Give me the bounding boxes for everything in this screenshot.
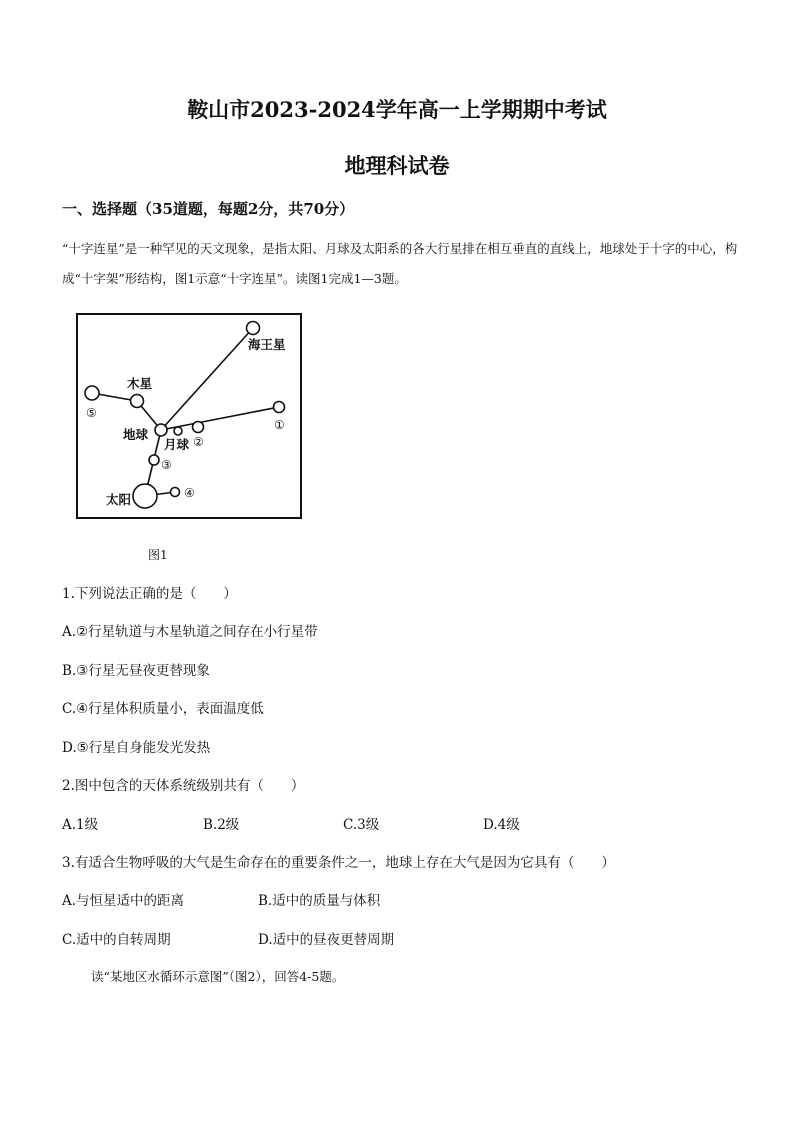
label-jupiter: 木星: [127, 376, 153, 391]
jupiter-circle: [131, 395, 144, 408]
exam-title: 鞍山市2023-2024学年高一上学期期中考试: [187, 97, 607, 122]
question-3-stem: 3.有适合生物呼吸的大气是生命存在的重要条件之一，地球上存在大气是因为它具有（ ）: [62, 855, 615, 871]
planet-1-circle: [274, 402, 285, 413]
label-earth: 地球: [123, 427, 149, 442]
question-1-option-a: A.②行星轨道与木星轨道之间存在小行星带: [62, 624, 318, 640]
question-1-stem: 1.下列说法正确的是（ ）: [62, 586, 237, 602]
question-3-option-b: B.适中的质量与体积: [258, 893, 381, 909]
question-1-option-c: C.④行星体积质量小，表面温度低: [62, 701, 264, 717]
question-2-option-d: D.4级: [483, 817, 520, 833]
intro-paragraph-2: 读“某地区水循环示意图”（图2），回答4-5题。: [91, 969, 345, 984]
intro-paragraph: “十字连星”是一种罕见的天文现象，是指太阳、月球及太阳系的各大行星排在相互垂直的直线上，地球处于十字的中心，构成“十字架”形结构，图1示意“十字连星”。读图1完成1—3题。: [62, 241, 738, 286]
moon-circle: [174, 427, 182, 435]
question-3-option-a: A.与恒星适中的距离: [62, 893, 185, 909]
label-sun: 太阳: [106, 492, 132, 507]
label-neptune: 海王星: [248, 337, 286, 352]
label-4: ④: [184, 486, 195, 500]
label-moon: 月球: [164, 437, 190, 452]
planet-2-circle: [193, 422, 204, 433]
planet-5-circle: [85, 386, 99, 400]
earth-circle: [155, 424, 167, 436]
question-2-option-c: C.3级: [343, 817, 380, 833]
label-3: ③: [161, 458, 172, 472]
figure-caption: 图1: [148, 548, 168, 562]
label-2: ②: [193, 435, 204, 449]
question-3-option-d: D.适中的昼夜更替周期: [258, 932, 395, 948]
label-5: ⑤: [86, 406, 97, 420]
question-1-option-b: B.③行星无昼夜更替现象: [62, 663, 210, 679]
figure-1-diagram: [76, 313, 302, 519]
label-1: ①: [274, 418, 285, 432]
question-2-option-b: B.2级: [203, 817, 240, 833]
question-2-option-a: A.1级: [62, 817, 99, 833]
exam-subtitle: 地理科试卷: [344, 153, 450, 178]
planet-3-circle: [149, 455, 159, 465]
question-2-stem: 2.图中包含的天体系统级别共有（ ）: [62, 778, 305, 794]
sun-circle: [133, 484, 157, 508]
neptune-circle: [247, 322, 260, 335]
question-1-option-d: D.⑤行星自身能发光发热: [62, 740, 211, 756]
section-heading: 一、选择题（35道题，每题2分，共70分）: [62, 200, 355, 218]
question-3-option-c: C.适中的自转周期: [62, 932, 171, 948]
planet-4-circle: [171, 488, 180, 497]
